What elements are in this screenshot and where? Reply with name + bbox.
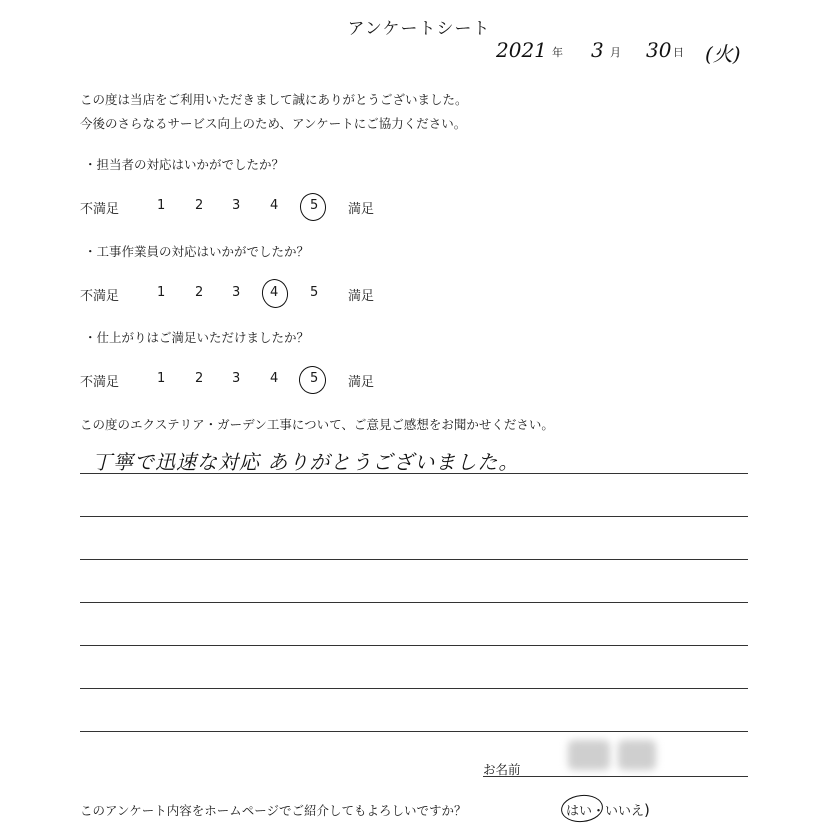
rating-high-label: 満足 [348,202,375,217]
date-year: 2021 [496,38,547,62]
intro-line-2: 今後のさらなるサービス向上のため、アンケートにご協力ください。 [80,116,467,131]
permission-question: このアンケート内容をホームページでご紹介してもよろしいですか？ [80,803,467,818]
permission-yes-option[interactable]: はい [566,804,593,819]
comments-handwritten-answer[interactable]: 丁寧で迅速な対応 ありがとうございました。 [92,450,520,474]
rating-option-1[interactable]: 1 [157,285,166,300]
permission-separator: ・ [592,804,606,819]
rating-low-label: 不満足 [80,289,120,304]
question-2-text: ・工事作業員の対応はいかがでしたか？ [84,244,310,259]
question-1-rating [80,198,400,220]
comment-line [80,516,748,517]
comment-line [80,559,748,560]
name-underline [483,776,748,777]
date-day-unit: 日 [673,46,684,59]
comment-line [80,602,748,603]
rating-option-2[interactable]: 2 [195,198,204,213]
rating-option-4[interactable]: 4 [270,285,279,300]
question-3-text: ・仕上がりはご満足いただけましたか？ [84,330,310,345]
name-label: お名前 [483,762,521,777]
date-weekday: (火) [705,42,741,66]
page-title: アンケートシート [347,19,491,39]
date-month-unit: 月 [610,46,621,59]
permission-options: はい・いいえ) [566,801,650,819]
date-year-unit: 年 [552,46,563,59]
rating-low-label: 不満足 [80,202,120,217]
comment-line [80,688,748,689]
rating-option-2[interactable]: 2 [195,371,204,386]
rating-option-3[interactable]: 3 [232,371,241,386]
rating-option-4[interactable]: 4 [270,371,279,386]
question-2-rating [80,285,400,307]
rating-option-5[interactable]: 5 [310,198,319,213]
comment-line [80,473,748,474]
question-3-rating [80,371,400,393]
intro-line-1: この度は当店をご利用いただきまして誠にありがとうございました。 [80,92,468,107]
rating-option-4[interactable]: 4 [270,198,279,213]
selected-circle-mark [560,793,605,824]
rating-option-5[interactable]: 5 [310,285,319,300]
permission-no-option[interactable]: いいえ [605,804,645,819]
name-redacted [568,740,610,770]
date-day: 30 [646,38,672,62]
rating-high-label: 満足 [348,375,375,390]
comment-line [80,731,748,732]
rating-option-1[interactable]: 1 [157,198,166,213]
comment-line [80,645,748,646]
rating-option-2[interactable]: 2 [195,285,204,300]
rating-low-label: 不満足 [80,375,120,390]
rating-option-3[interactable]: 3 [232,285,241,300]
rating-high-label: 満足 [348,289,375,304]
question-1-text: ・担当者の対応はいかがでしたか？ [84,157,285,172]
date-month: 3 [591,38,604,62]
rating-option-1[interactable]: 1 [157,371,166,386]
rating-option-5[interactable]: 5 [310,371,319,386]
comments-prompt: この度のエクステリア・ガーデン工事について、ご意見ご感想をお聞かせください。 [80,417,554,432]
name-redacted [618,740,656,770]
rating-option-3[interactable]: 3 [232,198,241,213]
